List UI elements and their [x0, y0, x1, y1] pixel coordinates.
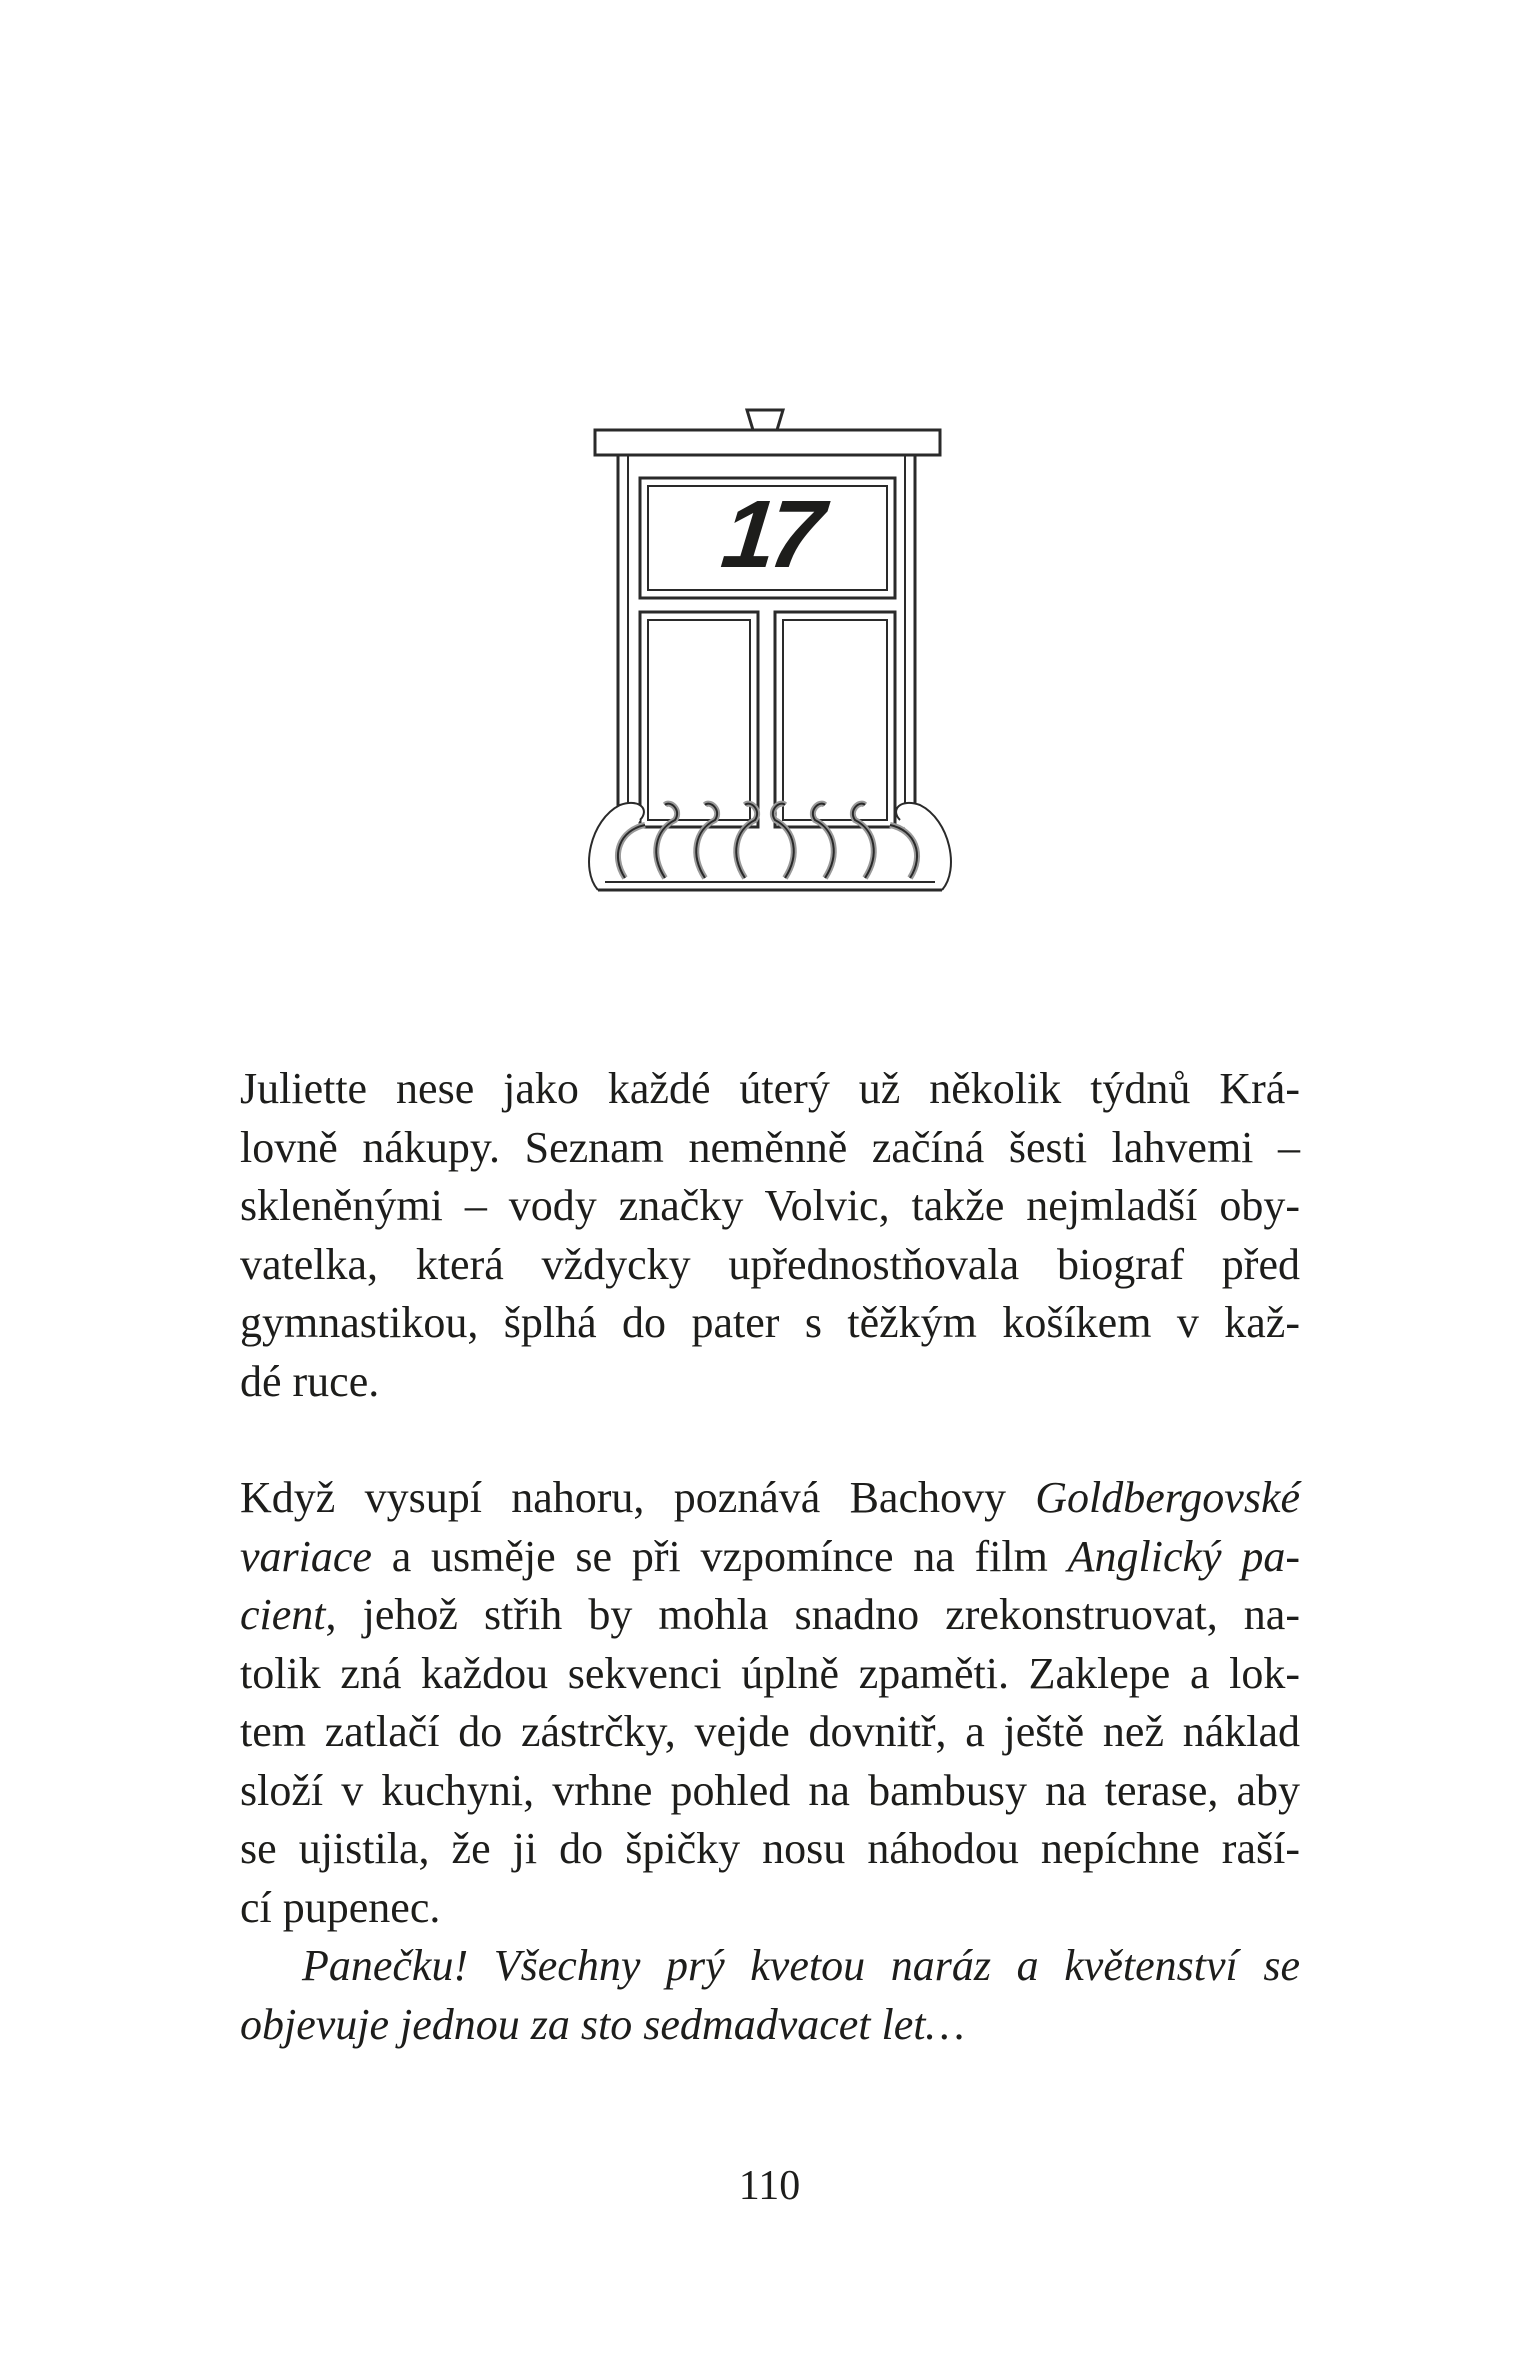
italic-title: Anglický pa-	[1067, 1531, 1300, 1581]
window-keystone	[747, 410, 783, 430]
page-number: 110	[738, 2163, 801, 2209]
chapter-number: 17	[717, 481, 824, 588]
text-line: skleněnými – vody značky Volvic, takže nejmladší oby-	[240, 1181, 1300, 1230]
text-line: vatelka, která vždycky upřednostňovala biograf před	[240, 1239, 1300, 1289]
text-line: gymnastikou, šplhá do pater s těžkým košíkem v kaž-	[240, 1298, 1300, 1347]
text-line: cí pupenec.	[240, 1882, 441, 1932]
window-balcony-railing	[589, 803, 951, 890]
text-line: složí v kuchyni, vrhne pohled na bambusy na terase, aby	[240, 1765, 1300, 1815]
italic-title: Goldbergovské	[1035, 1473, 1300, 1522]
window-illustration	[570, 400, 970, 920]
text-line: dé ruce.	[240, 1356, 380, 1406]
italic-title: variace	[240, 1531, 372, 1581]
window-pane-right	[775, 612, 895, 827]
text-line: Panečku! Všechny prý kvetou naráz a květenství se	[302, 1941, 1300, 1990]
window-lintel	[595, 430, 940, 455]
paragraph-2	[240, 1469, 1300, 1937]
text-line: objevuje jednou za sto sedmadvacet let…	[240, 1999, 965, 2049]
text-line: variace a usměje se při vzpomínce na film Anglický pa-	[240, 1531, 1300, 1581]
text-line: se ujistila, že ji do špičky nosu náhodou nepíchne raší-	[240, 1824, 1300, 1873]
text-line: tem zatlačí do zástrčky, vejde dovnitř, a ještě než náklad	[240, 1707, 1300, 1756]
italic-title: cient	[240, 1590, 326, 1639]
paragraph-3	[240, 1937, 1300, 2054]
text-line: lovně nákupy. Seznam neměnně začíná šesti lahvemi –	[240, 1122, 1300, 1172]
window-pane-left	[640, 612, 758, 827]
body-text	[240, 1060, 1300, 2054]
text-line: Když vysupí nahoru, poznává Bachovy Goldbergovské	[240, 1473, 1300, 1522]
text-line: cient, jehož střih by mohla snadno zrekonstruovat, na-	[240, 1590, 1300, 1639]
text-line: Juliette nese jako každé úterý už několik týdnů Krá-	[240, 1064, 1300, 1113]
paragraph-1	[240, 1060, 1300, 1411]
text-line: tolik zná každou sekvenci úplně zpaměti. Zaklepe a lok-	[240, 1648, 1300, 1698]
